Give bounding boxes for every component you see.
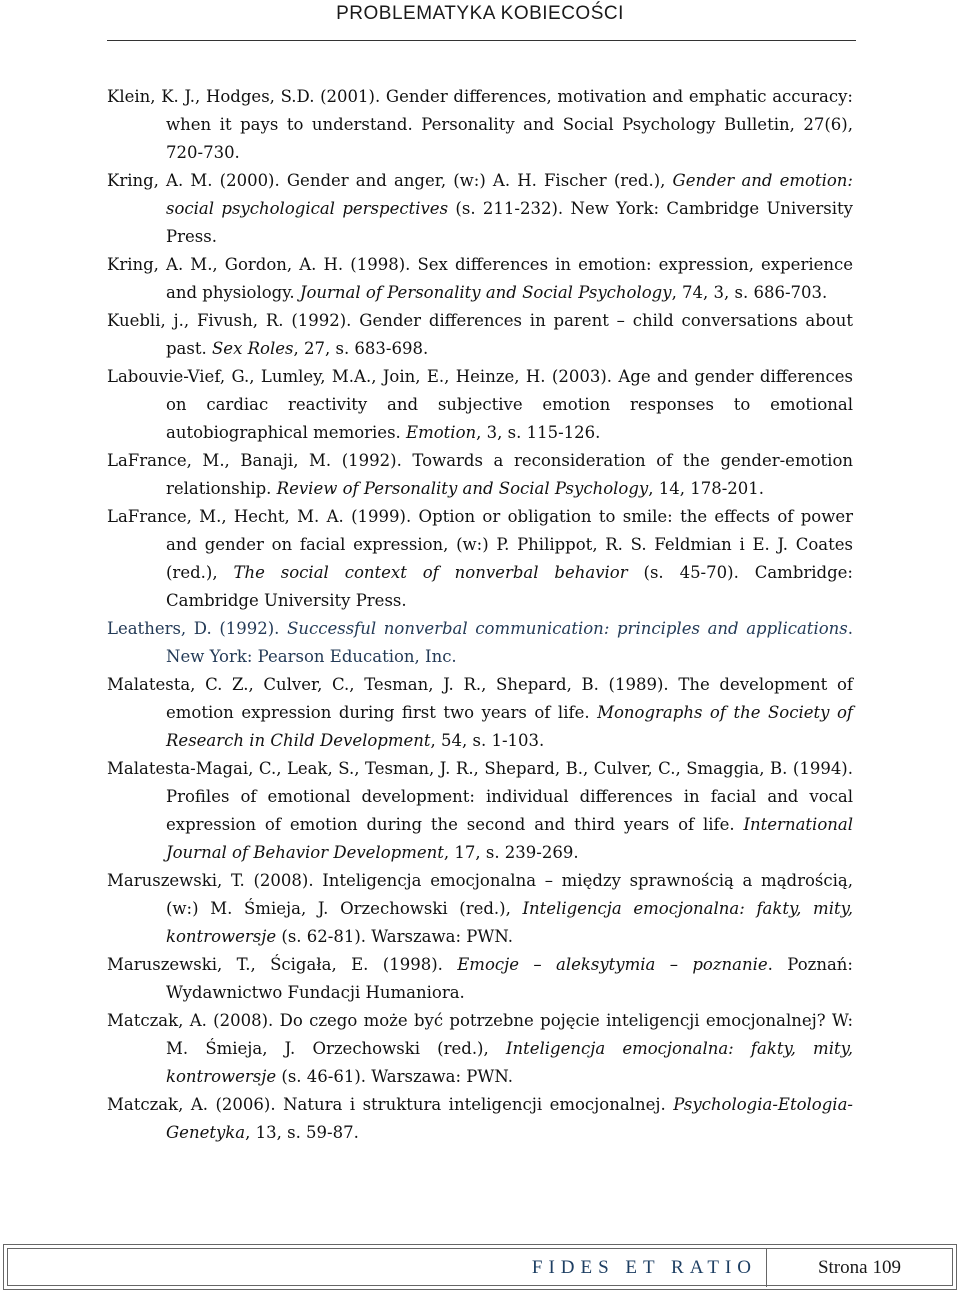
reference-text-tail: , 14, 178-201. (648, 479, 765, 498)
page-number-value: 109 (872, 1257, 902, 1278)
reference-title: International Journal of Behavior Development (166, 815, 853, 862)
reference-entry (107, 867, 853, 951)
reference-title: Emotion (406, 423, 477, 442)
reference-entry (107, 503, 853, 615)
reference-text-tail: , 3, s. 115-126. (476, 423, 601, 442)
header-divider (107, 40, 856, 41)
reference-text: Kring, A. M. (2000). Gender and anger, (w:) A. H. Fischer (red.), (107, 171, 673, 190)
reference-text: Kring, A. M., Gordon, A. H. (1998). Sex differences in emotion: expression, experience and physiology. (107, 255, 853, 302)
reference-text: Matczak, A. (2008). Do czego może być potrzebne pojęcie inteligencji emocjonalnej? W: M. Śmieja, J. Orzechowski (red.), (107, 1011, 853, 1058)
footer-inner-frame (7, 1248, 953, 1286)
reference-entry (107, 447, 853, 503)
reference-title: Inteligencja emocjonalna: fakty, mity, kontrowersje (166, 899, 853, 946)
reference-entry (107, 83, 853, 167)
reference-entry (107, 615, 853, 671)
reference-text-tail: , 17, s. 239-269. (443, 843, 579, 862)
reference-text: Maruszewski, T., Ścigała, E. (1998). (107, 955, 458, 974)
reference-text-tail: . Poznań: Wydawnictwo Fundacji Humaniora. (166, 955, 853, 1002)
reference-text-tail: (s. 211-232). New York: Cambridge University Press. (166, 199, 854, 246)
reference-title: Review of Personality and Social Psychology (276, 479, 649, 498)
running-header-title: PROBLEMATYKA KOBIECOŚCI (336, 3, 624, 24)
reference-entry (107, 671, 853, 755)
page-number-box (766, 1249, 952, 1287)
reference-text-tail: . New York: Pearson Education, Inc. (166, 619, 853, 666)
reference-text-tail: (s. 45-70). Cambridge: Cambridge University Press. (166, 563, 853, 610)
reference-text-tail: , 54, s. 1-103. (430, 731, 545, 750)
reference-text: Malatesta-Magai, C., Leak, S., Tesman, J. R., Shepard, B., Culver, C., Smaggia, B. (1994). Profiles of emotional development: individual differences in facial and vocal expression of emotion during the second and third years of life. (107, 759, 853, 834)
reference-entry (107, 755, 853, 867)
reference-entry (107, 167, 853, 251)
reference-text-tail: (s. 62-81). Warszawa: PWN. (276, 927, 513, 946)
reference-title: Inteligencja emocjonalna: fakty, mity, kontrowersje (166, 1039, 853, 1086)
reference-text: Leathers, D. (1992). (107, 619, 288, 638)
reference-entry (107, 951, 853, 1007)
reference-title: Journal of Personality and Social Psychology (299, 283, 672, 302)
reference-text: Kuebli, j., Fivush, R. (1992). Gender differences in parent – child conversations about past. (107, 311, 853, 358)
reference-entry (107, 307, 853, 363)
reference-text-tail: , 74, 3, s. 686-703. (671, 283, 828, 302)
reference-text-tail: , 27, s. 683-698. (293, 339, 429, 358)
page-number (767, 1257, 952, 1279)
reference-text: LaFrance, M., Hecht, M. A. (1999). Option or obligation to smile: the effects of power and gender on facial expression, (w:) P. Philippot, R. S. Feldmian i E. J. Coates (red.), (107, 507, 853, 582)
reference-text-tail: , 13, s. 59-87. (245, 1123, 359, 1142)
reference-entry (107, 251, 853, 307)
footer-journal-name: FIDES ET RATIO (531, 1257, 757, 1278)
reference-entry (107, 1007, 853, 1091)
reference-text: Malatesta, C. Z., Culver, C., Tesman, J. R., Shepard, B. (1989). The development of emotion expression during first two years of life. (107, 675, 853, 722)
reference-text: LaFrance, M., Banaji, M. (1992). Towards a reconsideration of the gender-emotion relationship. (107, 451, 853, 498)
reference-title: Successful nonverbal communication: principles and applications (287, 619, 848, 638)
page-label: Strona (817, 1257, 868, 1278)
reference-text: Labouvie-Vief, G., Lumley, M.A., Join, E., Heinze, H. (2003). Age and gender differences on cardiac reactivity and subjective emotion responses to emotional autobiographical memories. (107, 367, 853, 442)
reference-text-tail: (s. 46-61). Warszawa: PWN. (276, 1067, 513, 1086)
reference-title: Sex Roles (212, 339, 294, 358)
reference-title: Psychologia-Etologia-Genetyka (166, 1095, 853, 1142)
reference-title: The social context of nonverbal behavior (233, 563, 628, 582)
reference-text: Maruszewski, T. (2008). Inteligencja emocjonalna – między sprawnością a mądrością, (w:) M. Śmieja, J. Orzechowski (red.), (107, 871, 853, 918)
reference-text: Matczak, A. (2006). Natura i struktura inteligencji emocjonalnej. (107, 1095, 674, 1114)
reference-title: Gender and emotion: social psychological perspectives (166, 171, 853, 218)
reference-entry (107, 1091, 853, 1147)
page-footer (3, 1244, 957, 1290)
reference-text: Klein, K. J., Hodges, S.D. (2001). Gender differences, motivation and emphatic accuracy: when it pays to understand. Personality and Social Psychology Bulletin, 27(6), 720-730. (107, 87, 853, 162)
reference-title: Monographs of the Society of Research in Child Development (166, 703, 854, 750)
reference-entry (107, 363, 853, 447)
reference-title: Emocje – aleksytymia – poznanie (457, 955, 768, 974)
bibliography-list (107, 83, 853, 1147)
